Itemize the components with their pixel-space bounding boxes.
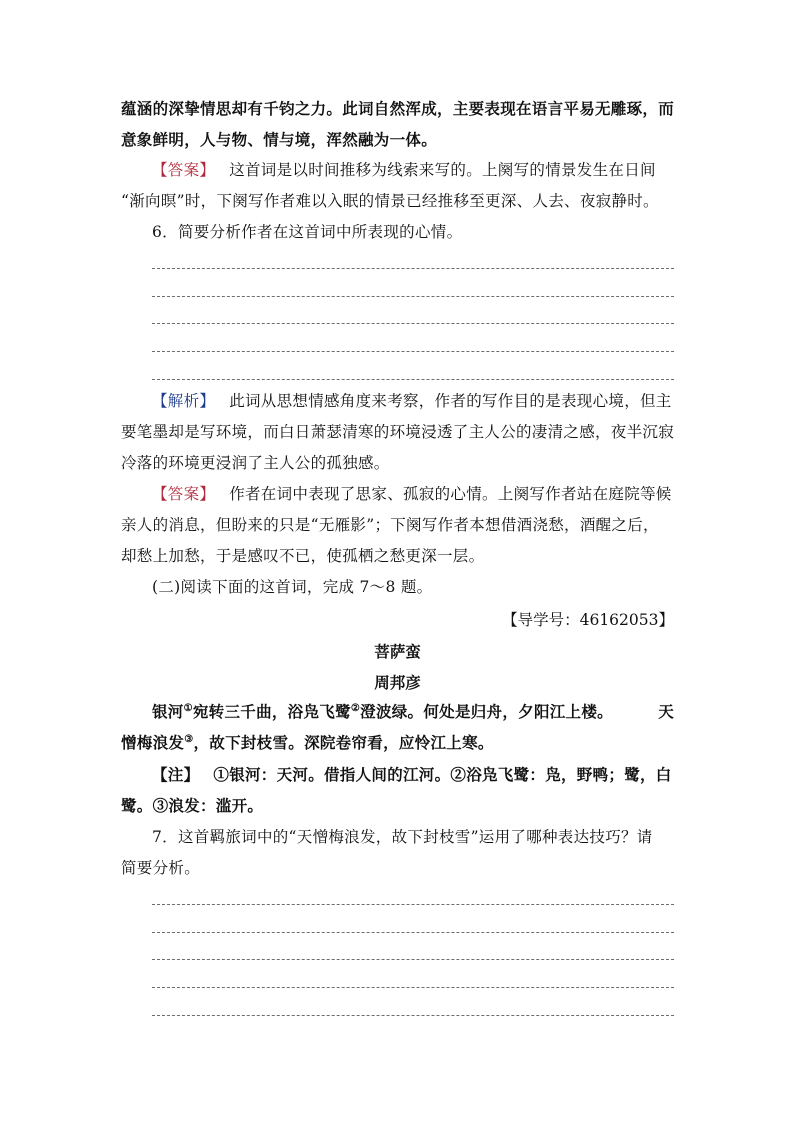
section-2-text: (二)阅读下面的这首词，完成 7～8 题。: [152, 578, 433, 596]
poem-text: 天: [658, 702, 674, 721]
note-text: ①银河：天河。借指人间的江河。②浴凫飞鹭：凫，野鸭；鹭，白: [213, 765, 672, 784]
answer-paragraph-6: [121, 479, 674, 572]
poem-line-2: [121, 727, 674, 758]
answer-line[interactable]: [152, 351, 674, 352]
answer-6-line-2: 亲人的消息，但盼来的只是“无雁影”；下阕写作者本想借酒浇愁，酒醒之后，: [121, 516, 659, 534]
poem-title: 菩萨蛮: [374, 642, 421, 661]
intro-line-2: 意象鲜明，人与物、情与境，浑然融为一体。: [121, 130, 438, 149]
footnote-marker-3[interactable]: ③: [184, 733, 194, 745]
analysis-tag: 【解析】: [152, 392, 216, 410]
intro-line-1: 蕴涵的深挚情思却有千钧之力。此词自然浑成，主要表现在语言平易无雕琢，而: [121, 99, 675, 118]
section-2-instruction: [121, 572, 674, 603]
answer-1-line-1: [121, 155, 674, 186]
answer-line[interactable]: [152, 296, 674, 297]
answer-6-line-1: [121, 479, 674, 510]
question-6-text: 6．简要分析作者在这首词中所表现的心情。: [152, 223, 463, 241]
question-7: [121, 822, 674, 884]
poem-author: 周邦彦: [374, 673, 421, 692]
answer-6-text: 作者在词中表现了思家、孤寂的心情。上阕写作者站在庭院等候: [229, 485, 672, 503]
poem-text: 宛转三千曲，浴凫飞鹭: [192, 702, 351, 721]
analysis-6-line-1: [121, 386, 674, 417]
guide-number: 【导学号：46162053】: [502, 611, 674, 629]
poem-text: 银河: [152, 702, 184, 721]
question-6: [121, 217, 674, 248]
answer-line[interactable]: [152, 987, 674, 988]
answer-1-text: 这首词是以时间推移为线索来写的。上阕写的情景发生在日间: [229, 161, 656, 179]
answer-paragraph-1: [121, 155, 674, 217]
analysis-6-line-2: 要笔墨却是写环境，而白日萧瑟清寒的环境浸透了主人公的凄清之感，夜半沉寂: [121, 423, 675, 441]
poem-body: [121, 696, 674, 758]
answer-line[interactable]: [152, 1015, 674, 1016]
analysis-6-line-3: 冷落的环境更浸润了主人公的孤独感。: [121, 454, 390, 472]
footnote-marker-1[interactable]: ①: [183, 702, 193, 714]
analysis-paragraph-6: [121, 386, 674, 479]
intro-paragraph: [121, 93, 674, 155]
note-line-2: 鹭。③浪发：滥开。: [121, 796, 264, 815]
answer-line[interactable]: [152, 379, 674, 380]
analysis-6-text: 此词从思想情感角度来考察，作者的写作目的是表现心境，但主: [229, 392, 672, 410]
question-7-line-1: 7．这首羁旅词中的“天憎梅浪发，故下封枝雪”运用了哪种表达技巧？请: [152, 828, 653, 846]
answer-line[interactable]: [152, 323, 674, 324]
poem-line-1: [121, 696, 674, 727]
answer-6-line-3: 却愁上加愁，于是感叹不已，使孤栖之愁更深一层。: [121, 547, 485, 565]
answer-line[interactable]: [152, 959, 674, 960]
poem-text: 澄波绿。何处是归舟，夕阳江上楼。: [360, 702, 613, 721]
answer-tag: 【答案】: [152, 485, 216, 503]
poem-text: ，故下封枝雪。深院卷帘看，应怜江上寒。: [193, 733, 494, 752]
answer-1-line-2: “渐向暝”时，下阕写作者难以入眠的情景已经推移至更深、人去、夜寂静时。: [121, 192, 659, 210]
question-7-line-2: 简要分析。: [121, 859, 201, 877]
answer-tag: 【答案】: [152, 161, 216, 179]
note-paragraph: [121, 759, 674, 821]
note-line-1: [121, 759, 674, 790]
answer-line[interactable]: [152, 904, 674, 905]
footnote-marker-2[interactable]: ②: [350, 702, 361, 714]
poem-text: 憎梅浪发: [121, 733, 185, 752]
answer-line[interactable]: [152, 932, 674, 933]
answer-line[interactable]: [152, 268, 674, 269]
note-tag: 【注】: [152, 765, 200, 784]
